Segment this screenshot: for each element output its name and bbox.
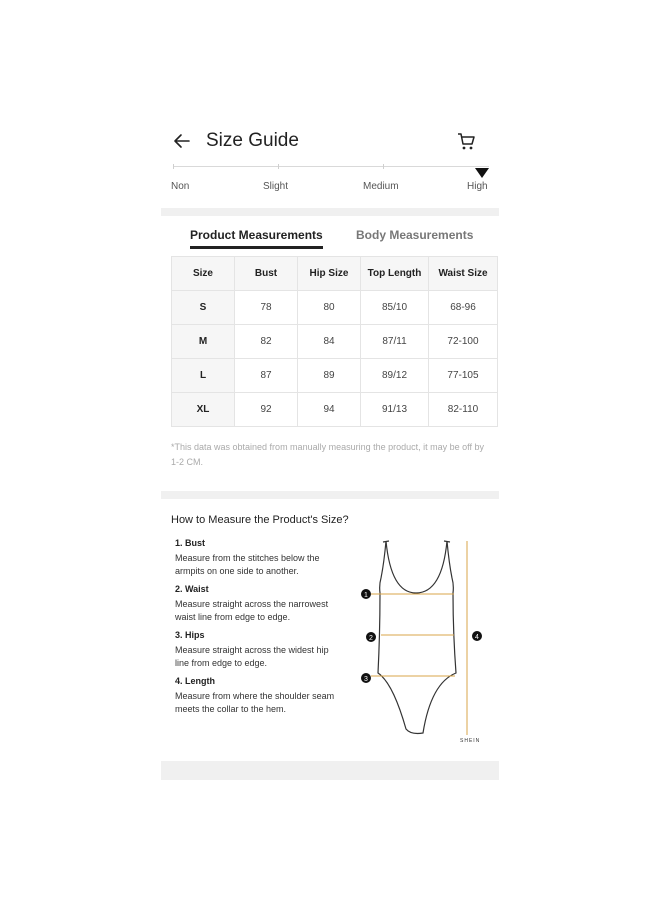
instruction-heading: 2. Waist: [175, 584, 209, 594]
measurement-note: *This data was obtained from manually measuring the product, it may be off by 1-2 CM.: [171, 442, 484, 467]
size-guide-panel: [161, 118, 499, 780]
column-header: Bust: [235, 257, 298, 291]
table-cell: 84: [298, 325, 361, 359]
length-marker-label: 4: [475, 634, 479, 641]
stretch-label-non: Non: [171, 181, 190, 192]
table-row: [172, 291, 498, 325]
column-header: Top Length: [361, 257, 429, 291]
hips-marker-label: 3: [364, 676, 368, 683]
size-table: [171, 256, 498, 427]
table-cell: 87: [235, 359, 298, 393]
stretch-label-slight: Slight: [263, 181, 289, 192]
scale-line: [173, 166, 489, 167]
table-cell: 82-110: [429, 393, 498, 427]
scale-tick: [278, 164, 279, 169]
section-divider: [161, 761, 499, 780]
waist-marker: [366, 632, 376, 642]
stretch-label-medium: Medium: [363, 181, 399, 192]
instruction-text: Measure straight across the narrowest waist line from edge to edge.: [175, 599, 329, 622]
selected-level-marker: [475, 168, 489, 178]
instruction-text: Measure straight across the widest hip line from edge to edge.: [175, 645, 329, 668]
swimsuit-measurement-diagram: [353, 533, 493, 753]
instruction-item-length: [175, 676, 345, 716]
bust-marker-label: 1: [364, 592, 368, 599]
scale-tick: [173, 164, 174, 169]
stretch-label-high: High: [467, 181, 488, 192]
table-row: [172, 393, 498, 427]
instruction-item-hips: [175, 630, 345, 670]
table-row: [172, 359, 498, 393]
header: [161, 118, 499, 164]
scale-tick: [383, 164, 384, 169]
tab-product-measurements[interactable]: [190, 228, 323, 242]
instruction-text: Measure from where the shoulder seam meets the collar to the hem.: [175, 691, 335, 714]
page-title: Size Guide: [206, 130, 299, 151]
table-cell: 78: [235, 291, 298, 325]
table-cell: 91/13: [361, 393, 429, 427]
table-cell: 80: [298, 291, 361, 325]
length-marker: [472, 631, 482, 641]
hips-marker: [361, 673, 371, 683]
table-cell: L: [172, 359, 235, 393]
instruction-heading: 4. Length: [175, 676, 215, 686]
table-row: [172, 325, 498, 359]
instruction-list: [175, 538, 345, 722]
table-cell: 89/12: [361, 359, 429, 393]
active-tab-underline: [190, 246, 323, 249]
how-to-title: How to Measure the Product's Size?: [171, 514, 349, 526]
waist-marker-label: 2: [369, 635, 373, 642]
table-cell: 92: [235, 393, 298, 427]
instruction-text: Measure from the stitches below the armpits on one side to another.: [175, 553, 320, 576]
instruction-item-waist: [175, 584, 345, 624]
table-cell: 87/11: [361, 325, 429, 359]
table-cell: 89: [298, 359, 361, 393]
section-divider: [161, 491, 499, 499]
tab-body-measurements[interactable]: [356, 228, 473, 242]
bust-marker: [361, 589, 371, 599]
table-cell: 77-105: [429, 359, 498, 393]
table-cell: 72-100: [429, 325, 498, 359]
tab-label: Product Measurements: [190, 228, 323, 242]
table-cell: 94: [298, 393, 361, 427]
table-cell: S: [172, 291, 235, 325]
table-cell: 68-96: [429, 291, 498, 325]
section-divider: [161, 208, 499, 216]
column-header: Size: [172, 257, 235, 291]
cart-icon[interactable]: [455, 130, 477, 152]
instruction-heading: 3. Hips: [175, 630, 205, 640]
table-cell: 85/10: [361, 291, 429, 325]
stretch-scale: [161, 164, 499, 208]
table-header-row: [172, 257, 498, 291]
instruction-heading: 1. Bust: [175, 538, 206, 548]
column-header: Waist Size: [429, 257, 498, 291]
brand-label: SHEIN: [460, 738, 481, 744]
instruction-item-bust: [175, 538, 345, 578]
swimsuit-outline: [378, 541, 456, 734]
arrow-left-icon[interactable]: [171, 130, 193, 152]
table-cell: XL: [172, 393, 235, 427]
table-cell: M: [172, 325, 235, 359]
table-cell: 82: [235, 325, 298, 359]
column-header: Hip Size: [298, 257, 361, 291]
tab-label: Body Measurements: [356, 228, 474, 242]
